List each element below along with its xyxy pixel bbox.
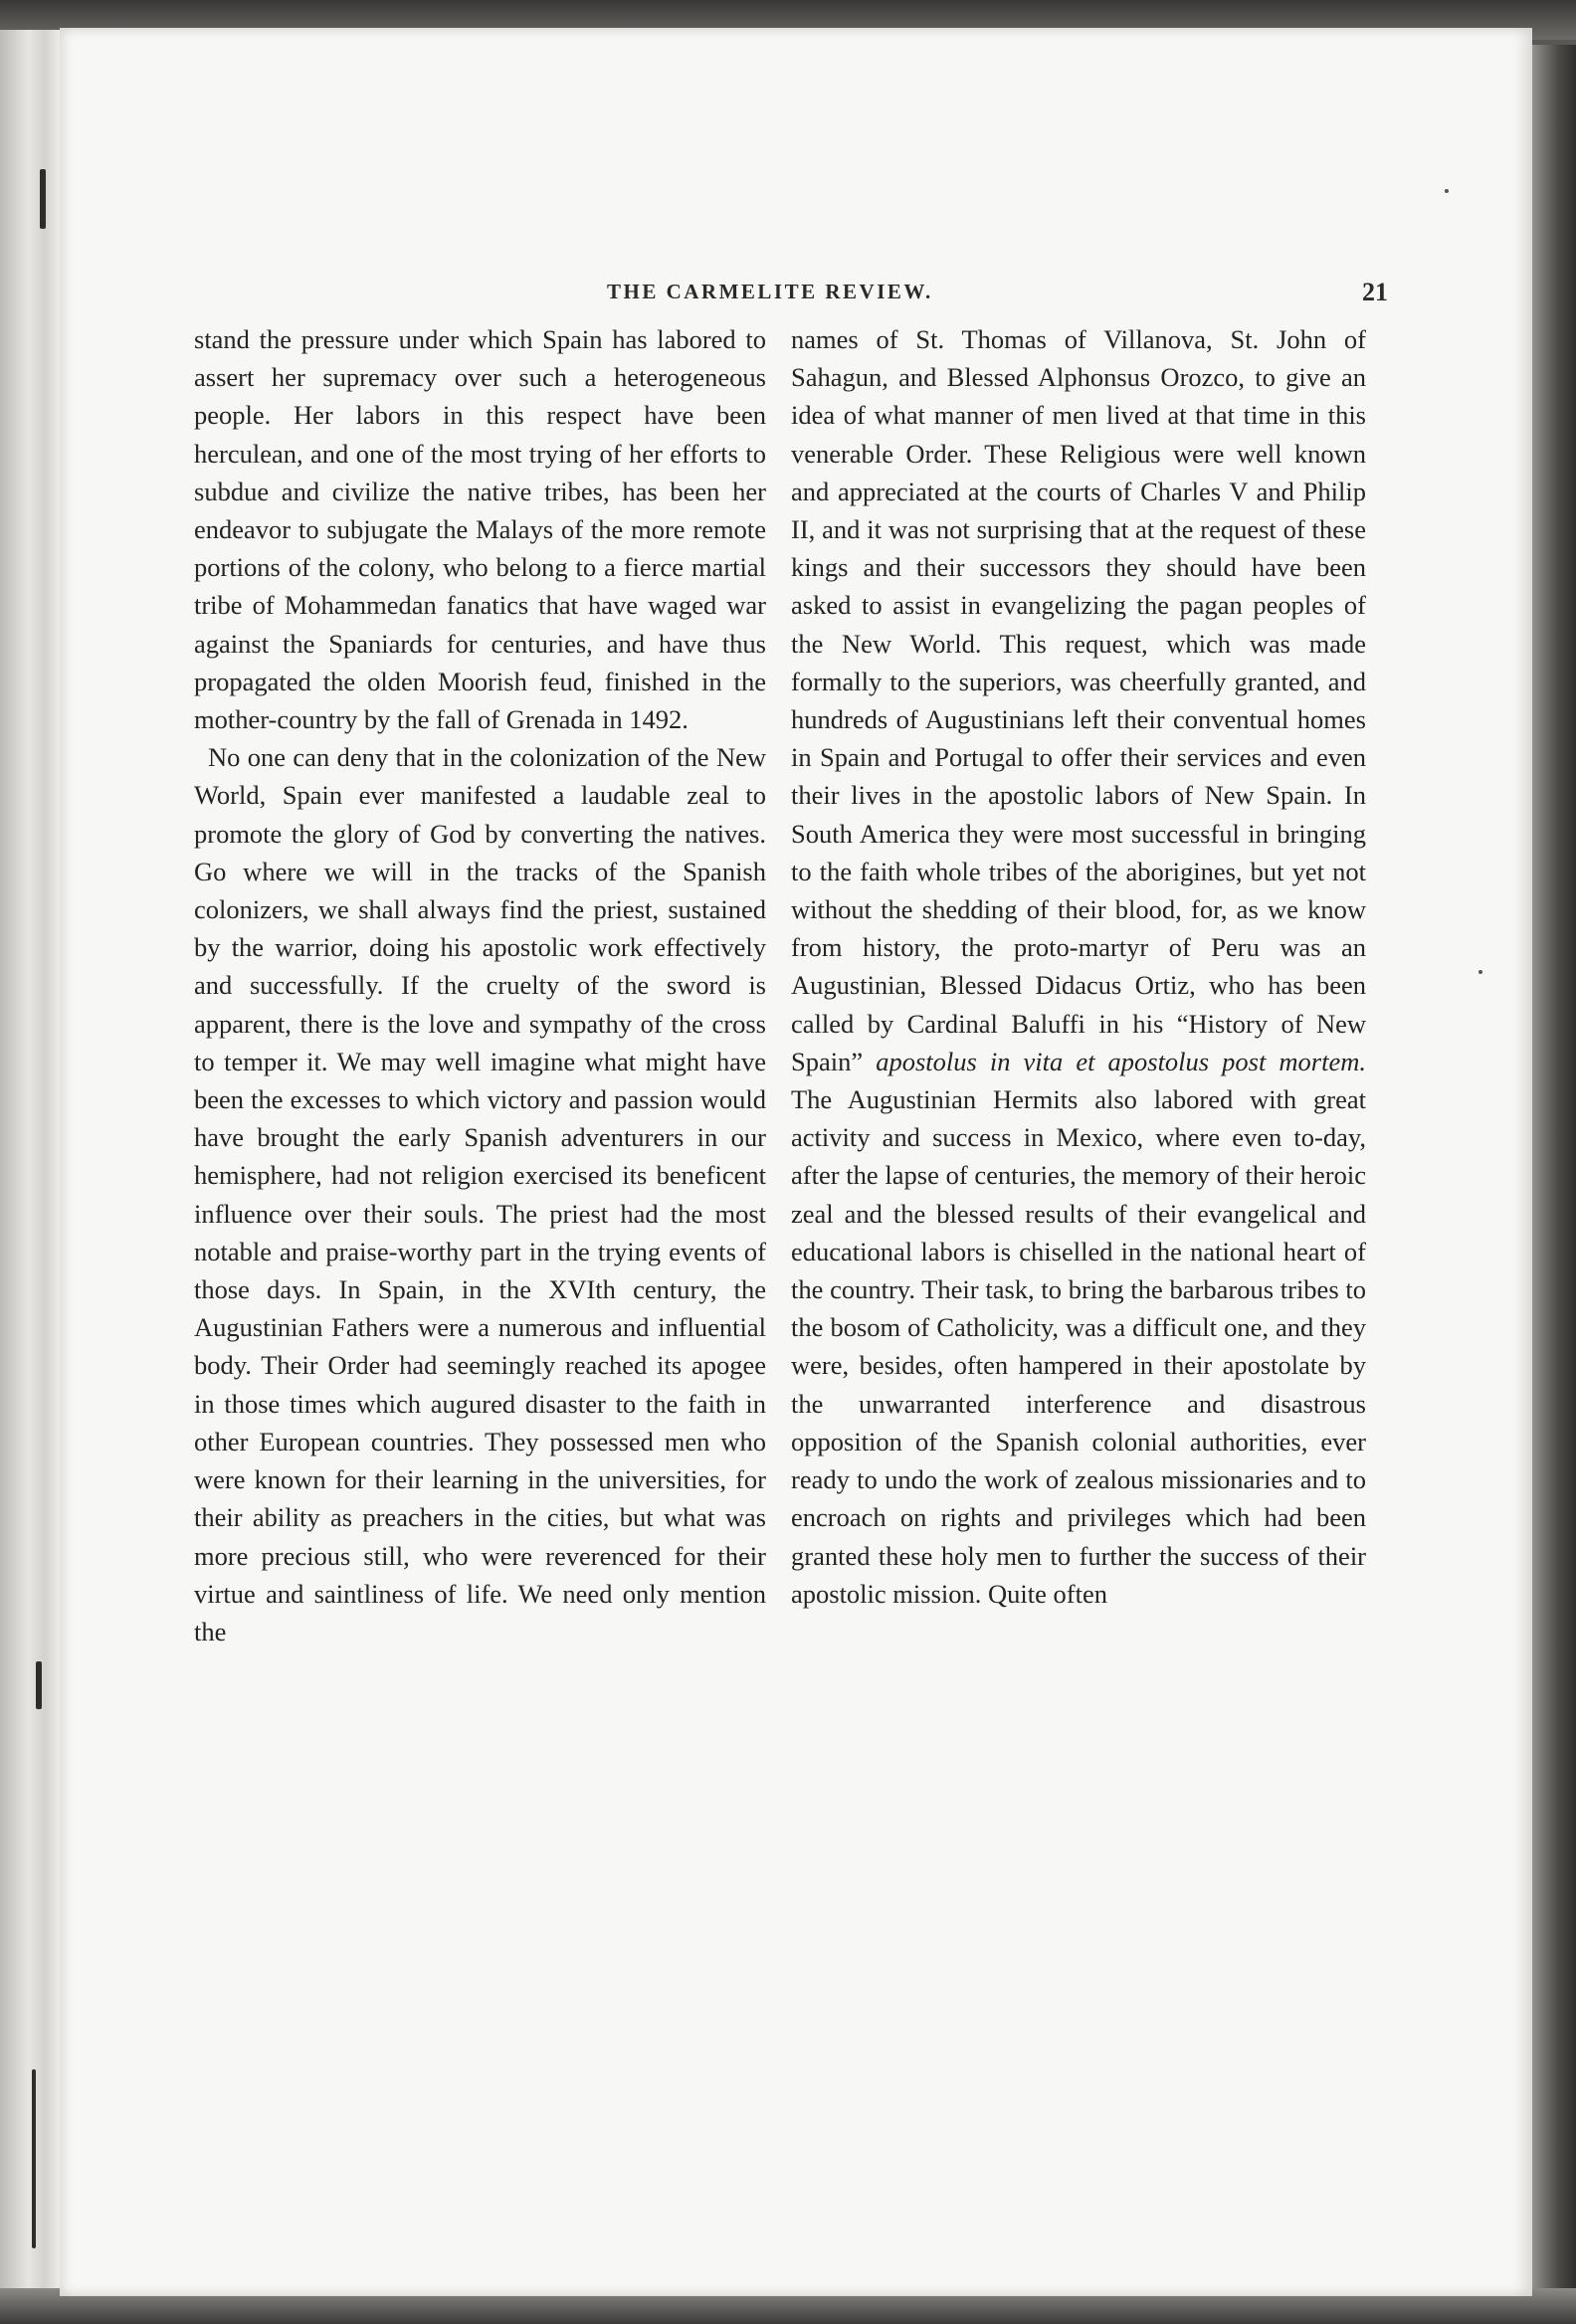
paragraph <box>791 320 1366 1613</box>
running-head: THE CARMELITE REVIEW. <box>607 280 933 303</box>
binding-mark-3 <box>32 2069 36 2248</box>
paragraph: No one can deny that in the colonization of the New World, Spain ever manifested a laudable zeal to promote the glory of God by converting the natives. Go where we will in the tracks of the Spanish colonizers, we shall always find the priest, sustained by the warrior, doing his apostolic work effectively and successfully. If the cruelty of the sword is apparent, there is the love and sympathy of the cross to temper it. We may well imagine what might have been the excesses to which victory and passion would have brought the early Spanish adventurers in our hemisphere, had not religion exercised its beneficent influence over their souls. The priest had the most notable and praise-worthy part in the trying events of those days. In Spain, in the XVIth century, the Augustinian Fathers were a numerous and influential body. Their Order had seemingly reached its apogee in those times which augured disaster to the faith in other European countries. They possessed men who were known for their learning in the universities, for their ability as preachers in the cities, but what was more precious still, who were reverenced for their virtue and saintliness of life. We need only mention the <box>194 742 766 1646</box>
paragraph-text: The Augustinian Hermits also labored with great activity and success in Mexico, where even to-day, after the lapse of centuries, the memory of their heroic zeal and the blessed results of their evangelical and educational labors is chiselled in the national heart of the country. Their task, to bring the barbarous tribes to the bosom of Catholicity, was a difficult one, and they were, besides, often hampered in their apostolate by the unwarranted interference and disastrous opposition of the Spanish colonial authorities, ever ready to undo the work of zealous missionaries and to encroach on rights and privileges which had been granted these holy men to further the success of their apostolic mission. Quite often <box>791 1084 1366 1609</box>
left-column <box>194 320 766 1650</box>
right-column <box>791 320 1366 1613</box>
book-binding-left <box>0 30 64 2298</box>
paragraph: stand the pressure under which Spain has labored to assert her supremacy over such a heterogeneous people. Her labors in this respect have been herculean, and one of the most trying of her efforts to subdue and civilize the native tribes, has been her endeavor to subjugate the Malays of the more remote portions of the colony, who belong to a fierce martial tribe of Mohammedan fanatics that have waged war against the Spaniards for centuries, and have thus propagated the olden Moorish feud, finished in the mother-country by the fall of Grenada in 1492. <box>194 324 766 735</box>
page-speck <box>1445 189 1449 193</box>
latin-quote: apostolus in vita et apostolus post mortem. <box>876 1046 1366 1076</box>
page-number: 21 <box>1362 278 1388 306</box>
binding-mark-2 <box>36 1661 42 1709</box>
paragraph-text: names of St. Thomas of Villanova, St. John of Sahagun, and Blessed Alphonsus Orozco, to give an idea of what manner of men lived at that time in this venerable Order. These Religious were well known and appreciated at the courts of Charles V and Philip II, and it was not surprising that at the request of these kings and their successors they should have been asked to assist in evangelizing the pagan peoples of the New World. This request, which was made formally to the superiors, was cheerfully granted, and hundreds of Augustinians left their conventual homes in Spain and Portugal to offer their services and even their lives in the apostolic labors of New Spain. In South America they were most successful in bringing to the faith whole tribes of the aborigines, but yet not without the shedding of their blood, for, as we know from history, the proto-martyr of Peru was an Augustinian, Blessed Didacus Ortiz, who has been called by Cardinal Baluffi in his “History of New Spain” <box>791 324 1366 1076</box>
page-header <box>552 280 1388 319</box>
binding-mark-1 <box>40 169 46 229</box>
page-speck <box>1478 970 1482 974</box>
